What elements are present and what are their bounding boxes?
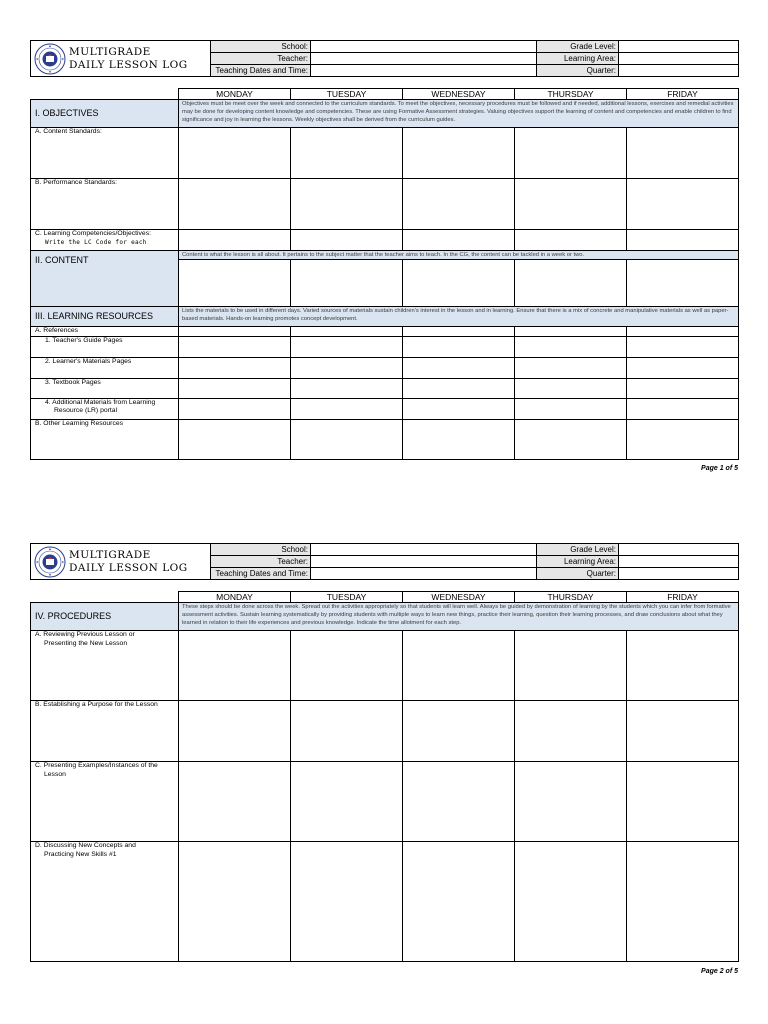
cell[interactable]	[291, 631, 403, 701]
learning-competencies-label	[31, 230, 179, 251]
teaching-dates-field[interactable]	[311, 568, 537, 580]
cell[interactable]	[291, 378, 403, 398]
log-title-line1: MULTIGRADE	[69, 549, 151, 561]
day-friday: FRIDAY	[627, 592, 739, 603]
quarter-label: Quarter:	[537, 65, 619, 77]
discussing-line2: Practicing New Skills #1	[44, 850, 117, 858]
cell[interactable]	[403, 357, 515, 378]
cell[interactable]	[515, 701, 627, 762]
teachers-guide-label: 1. Teacher's Guide Pages	[31, 336, 179, 357]
cell[interactable]	[403, 230, 515, 251]
grade-level-field[interactable]	[619, 41, 739, 53]
cell[interactable]	[403, 378, 515, 398]
teaching-dates-field[interactable]	[311, 65, 537, 77]
day-thursday: THURSDAY	[515, 89, 627, 100]
school-label: School:	[211, 41, 311, 53]
day-header-row	[31, 89, 739, 100]
cell[interactable]	[291, 701, 403, 762]
day-header-row	[31, 592, 739, 603]
day-tuesday: TUESDAY	[291, 592, 403, 603]
cell[interactable]	[179, 631, 291, 701]
cell[interactable]	[627, 179, 739, 230]
procedures-note: These steps should be done across the week. Spread out the activities appropriately so that students will learn well. Always be guided by demonstration of learning by the students which you can infer from formative assessment activities. Sustain learning systematically by providing students with multiple ways to learn new things, practice their learning, question their learning processes, and draw conclusions about what they learned in relation to their life experiences and previous knowledge. Indicate the time allotment for each step.	[179, 603, 739, 631]
log-title-line1: MULTIGRADE	[69, 46, 151, 58]
cell[interactable]	[515, 419, 627, 459]
additional-materials-line2: Resource (LR) portal	[54, 407, 118, 414]
cell[interactable]	[179, 842, 291, 962]
school-field[interactable]	[311, 544, 537, 556]
grade-level-field[interactable]	[619, 544, 739, 556]
day-tuesday: TUESDAY	[291, 89, 403, 100]
cell[interactable]	[403, 128, 515, 179]
cell[interactable]	[291, 327, 403, 337]
cell[interactable]	[627, 631, 739, 701]
cell[interactable]	[403, 419, 515, 459]
section-content: II. CONTENT	[31, 251, 179, 307]
cell[interactable]	[179, 128, 291, 179]
cell[interactable]	[627, 357, 739, 378]
cell[interactable]	[627, 378, 739, 398]
cell[interactable]	[179, 179, 291, 230]
lesson-log-page-1	[30, 40, 738, 472]
cell[interactable]	[403, 179, 515, 230]
cell[interactable]	[627, 327, 739, 337]
teacher-label: Teacher:	[211, 53, 311, 65]
objectives-note: Objectives must be meet over the week and connected to the curriculum standards. To meet the objectives, necessary procedures must be followed and if needed, additional lessons, exercises and remedial activities may be done for developing content knowledge and competencies. These are using Formative Assessment strategies. Valuing objectives support the learning of content and competencies and enable children to find significance and joy in learning the lessons. Weekly objectives shall be derived from the curriculum guides.	[179, 100, 739, 128]
cell[interactable]	[515, 842, 627, 962]
page-number: Page 2 of 5	[701, 968, 738, 975]
discussing-line1: D. Discussing New Concepts and	[35, 842, 136, 849]
cell[interactable]	[515, 128, 627, 179]
cell[interactable]	[515, 336, 627, 357]
section-objectives: I. OBJECTIVES	[31, 100, 179, 128]
quarter-field[interactable]	[619, 65, 739, 77]
lesson-log-page-2	[30, 543, 738, 975]
section-learning-resources: III. LEARNING RESOURCES	[31, 307, 179, 327]
references-label: A. References	[31, 327, 179, 337]
additional-materials-line1: 4. Additional Materials from Learning	[45, 398, 156, 406]
cell[interactable]	[179, 701, 291, 762]
cell[interactable]	[291, 336, 403, 357]
cell[interactable]	[179, 378, 291, 398]
cell[interactable]	[515, 327, 627, 337]
cell[interactable]	[291, 230, 403, 251]
log-title-line2: DAILY LESSON LOG	[69, 59, 188, 71]
cell[interactable]	[179, 357, 291, 378]
quarter-field[interactable]	[619, 568, 739, 580]
cell[interactable]	[179, 419, 291, 459]
info-table	[210, 543, 739, 580]
cell[interactable]	[627, 701, 739, 762]
quarter-label: Quarter:	[537, 568, 619, 580]
log-title	[69, 549, 188, 575]
cell[interactable]	[403, 842, 515, 962]
log-title	[69, 46, 188, 72]
teacher-field[interactable]	[311, 53, 537, 65]
reviewing-line2: Presenting the New Lesson	[44, 639, 128, 647]
cell[interactable]	[515, 230, 627, 251]
cell[interactable]	[291, 128, 403, 179]
cell[interactable]	[291, 398, 403, 419]
cell[interactable]	[515, 378, 627, 398]
cell[interactable]	[291, 419, 403, 459]
cell[interactable]	[627, 762, 739, 842]
presenting-line1: C. Presenting Examples/Instances of the	[35, 762, 158, 769]
teaching-dates-label: Teaching Dates and Time:	[211, 65, 311, 77]
learning-area-field[interactable]	[619, 53, 739, 65]
day-wednesday: WEDNESDAY	[403, 592, 515, 603]
cell[interactable]	[627, 842, 739, 962]
performance-standards-label: B. Performance Standards:	[31, 179, 179, 230]
cell[interactable]	[403, 327, 515, 337]
cell[interactable]	[403, 260, 515, 307]
cell[interactable]	[403, 336, 515, 357]
school-label: School:	[211, 544, 311, 556]
cell[interactable]	[403, 762, 515, 842]
page-number: Page 1 of 5	[701, 465, 738, 472]
learning-area-field[interactable]	[619, 556, 739, 568]
learners-materials-label: 2. Learner's Materials Pages	[31, 357, 179, 378]
logo-box	[30, 40, 210, 77]
cell[interactable]	[403, 398, 515, 419]
cell[interactable]	[179, 327, 291, 337]
cell[interactable]	[515, 398, 627, 419]
establishing-purpose-label: B. Establishing a Purpose for the Lesson	[31, 701, 179, 762]
cell[interactable]	[291, 179, 403, 230]
teacher-field[interactable]	[311, 556, 537, 568]
cell[interactable]	[291, 260, 403, 307]
deped-seal-icon	[34, 43, 66, 75]
cell[interactable]	[627, 260, 739, 307]
cell[interactable]	[627, 230, 739, 251]
grade-level-label: Grade Level:	[537, 41, 619, 53]
presenting-line2: Lesson	[44, 770, 66, 778]
content-note: Content is what the lesson is all about. It pertains to the subject matter that the teacher aims to teach. In the CG, the content can be tackled in a week or two.	[179, 251, 739, 260]
info-table	[210, 40, 739, 77]
lesson-grid-page-1	[30, 88, 739, 460]
cell[interactable]	[627, 336, 739, 357]
textbook-pages-label: 3. Textbook Pages	[31, 378, 179, 398]
grade-level-label: Grade Level:	[537, 544, 619, 556]
lc-code-note: Write the LC Code for each	[45, 238, 147, 246]
cell[interactable]	[179, 260, 291, 307]
cell[interactable]	[627, 419, 739, 459]
page-header	[30, 543, 738, 580]
day-wednesday: WEDNESDAY	[403, 89, 515, 100]
cell[interactable]	[515, 631, 627, 701]
cell[interactable]	[179, 336, 291, 357]
school-field[interactable]	[311, 41, 537, 53]
additional-materials-label	[31, 398, 179, 419]
learning-area-label: Learning Area:	[537, 556, 619, 568]
cell[interactable]	[179, 230, 291, 251]
lesson-grid-page-2	[30, 591, 739, 962]
discussing-concepts-label	[31, 842, 179, 962]
log-title-line2: DAILY LESSON LOG	[69, 562, 188, 574]
day-monday: MONDAY	[179, 89, 291, 100]
cell[interactable]	[515, 762, 627, 842]
cell[interactable]	[403, 701, 515, 762]
cell[interactable]	[291, 357, 403, 378]
section-procedures: IV. PROCEDURES	[31, 603, 179, 631]
cell[interactable]	[627, 128, 739, 179]
cell[interactable]	[403, 631, 515, 701]
day-friday: FRIDAY	[627, 89, 739, 100]
day-monday: MONDAY	[179, 592, 291, 603]
learning-competencies-text: C. Learning Competencies/Objectives:	[35, 230, 151, 237]
cell[interactable]	[515, 179, 627, 230]
logo-box	[30, 543, 210, 580]
cell[interactable]	[179, 398, 291, 419]
reviewing-line1: A. Reviewing Previous Lesson or	[35, 631, 135, 638]
presenting-examples-label	[31, 762, 179, 842]
cell[interactable]	[515, 357, 627, 378]
cell[interactable]	[291, 842, 403, 962]
learning-area-label: Learning Area:	[537, 53, 619, 65]
content-standards-label: A. Content Standards:	[31, 128, 179, 179]
learning-resources-note: Lists the materials to be used in different days. Varied sources of materials sustain children's interest in the lesson and in learning. Ensure that there is a mix of concrete and manipulative materials as well as paper-based materials. Hands-on learning promotes concept development.	[179, 307, 739, 327]
teacher-label: Teacher:	[211, 556, 311, 568]
cell[interactable]	[291, 762, 403, 842]
cell[interactable]	[179, 762, 291, 842]
cell[interactable]	[515, 260, 627, 307]
page-header	[30, 40, 738, 77]
other-resources-label: B. Other Learning Resources	[31, 419, 179, 459]
reviewing-previous-lesson-label	[31, 631, 179, 701]
teaching-dates-label: Teaching Dates and Time:	[211, 568, 311, 580]
cell[interactable]	[627, 398, 739, 419]
day-thursday: THURSDAY	[515, 592, 627, 603]
deped-seal-icon	[34, 546, 66, 578]
